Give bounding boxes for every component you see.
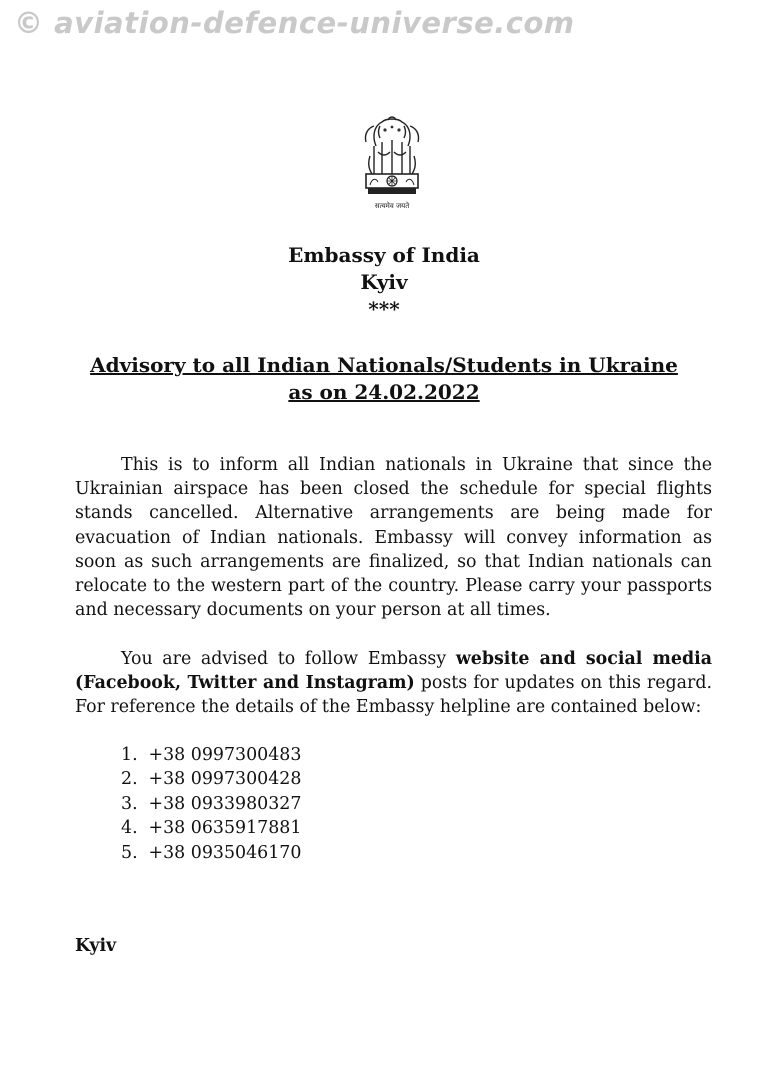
paragraph-2-after: posts for updates on this regard. For reference the details of the Embassy helpline are contained below: <box>75 673 713 718</box>
advisory-title <box>0 352 768 406</box>
list-number: 1. <box>121 745 138 765</box>
embassy-header <box>0 242 768 323</box>
paragraph-1: This is to inform all Indian nationals in Ukraine that since the Ukrainian airspace has been closed the schedule for special flights stands cancelled. Alternative arrangements are being made for evacuation of Indian nationals. Embassy will convey information as soon as such arrangements are finalized, so that Indian nationals can relocate to the western part of the country. Please carry your passports and necessary documents on your person at all times. <box>75 455 712 621</box>
ashoka-emblem-icon <box>352 112 432 216</box>
embassy-city: Kyiv <box>360 270 408 294</box>
advisory-line-1: Advisory to all Indian Nationals/Students in Ukraine <box>90 353 678 377</box>
paragraph-2 <box>75 647 712 720</box>
paragraph-2-bold: website and social media (Facebook, Twitter and Instagram) <box>75 649 712 694</box>
helpline-phone: +38 0635917881 <box>148 818 302 839</box>
header-separator: *** <box>368 297 400 321</box>
paragraph-2-before: You are advised to follow Embassy <box>121 649 456 669</box>
list-number: 3. <box>121 793 138 814</box>
emblem-motto: सत्यमेव जयते <box>374 202 410 210</box>
helpline-phone: +38 0935046170 <box>148 842 302 863</box>
embassy-name: Embassy of India <box>288 243 480 267</box>
helpline-phone: +38 0997300428 <box>148 769 302 790</box>
list-item <box>121 743 301 767</box>
list-number: 2. <box>121 769 138 790</box>
advisory-date: as on 24.02.2022 <box>288 380 480 404</box>
list-number: 5. <box>121 842 138 863</box>
list-number: 4. <box>121 818 138 839</box>
helpline-phone: +38 0997300483 <box>148 745 302 765</box>
watermark: © aviation-defence-universe.com <box>14 6 575 40</box>
helpline-phone: +38 0933980327 <box>148 793 302 814</box>
list-item <box>121 816 301 840</box>
signoff-place: Kyiv <box>75 936 117 956</box>
list-item <box>121 767 301 791</box>
list-item <box>121 792 301 816</box>
list-item <box>121 841 301 865</box>
helpline-list <box>121 743 301 865</box>
